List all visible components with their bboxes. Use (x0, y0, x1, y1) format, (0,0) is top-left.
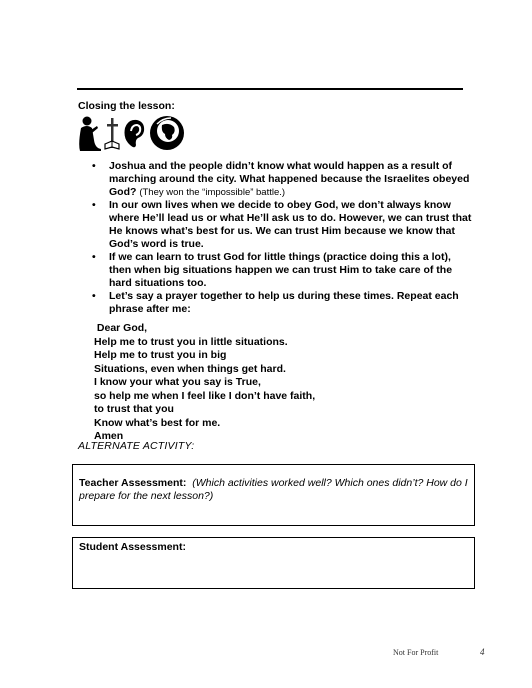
prayer-line: to trust that you (94, 403, 174, 415)
prayer-line: I know your what you say is True, (94, 376, 261, 388)
praying-person-icon (79, 117, 101, 152)
section-heading: Closing the lesson: (78, 100, 175, 112)
prayer-line: Know what’s best for me. (94, 416, 221, 429)
discussion-bullets (92, 160, 472, 316)
student-assessment-label: Student Assessment: (79, 541, 186, 553)
prayer-line: so help me when I feel like I don’t have faith, (94, 389, 316, 402)
alternate-activity-heading: ALTERNATE ACTIVITY: (78, 440, 195, 452)
bullet-item: • In our own lives when we decide to obey God, we don’t always know where He’ll lead us or what He’ll ask us to do. However, we can trust that He knows what’s best for us. We can trust Him because we know that God’s word is true. (92, 199, 472, 251)
book-cross-icon (105, 118, 119, 149)
prayer-text (94, 322, 315, 444)
prayer-line: Situations, even when things get hard. (94, 362, 286, 375)
prayer-line: Amen (94, 430, 124, 442)
page-number: 4 (480, 647, 485, 657)
teacher-assessment-prompt: (Which activities worked well? Which ones didn’t? How do I prepare for the next lesson?) (79, 477, 468, 502)
footer-text: Not For Profit (393, 648, 439, 657)
thinking-head-icon (150, 116, 184, 150)
bullet-item: • If we can learn to trust God for little things (practice doing this a lot), then when big situations happen we can trust Him to take care of the hard situations too. (92, 251, 472, 290)
top-rule (77, 88, 463, 90)
ear-icon (125, 120, 145, 147)
bullet-item: • Let’s say a prayer together to help us during these times. Repeat each phrase after me: (92, 290, 472, 316)
prayer-line: Help me to trust you in big (94, 349, 227, 361)
lesson-icons (77, 114, 187, 152)
bullet-item: • Joshua and the people didn’t know what would happen as a result of marching around the city. What happened because the Israelites obeyed God? (They won the “impossible” battle.) (92, 160, 472, 199)
prayer-line: Dear God, (94, 322, 148, 334)
teacher-assessment-box[interactable] (72, 464, 475, 526)
student-assessment-box[interactable] (72, 537, 475, 589)
prayer-line: Help me to trust you in little situations. (94, 335, 288, 348)
teacher-assessment-label: Teacher Assessment: (79, 477, 187, 489)
